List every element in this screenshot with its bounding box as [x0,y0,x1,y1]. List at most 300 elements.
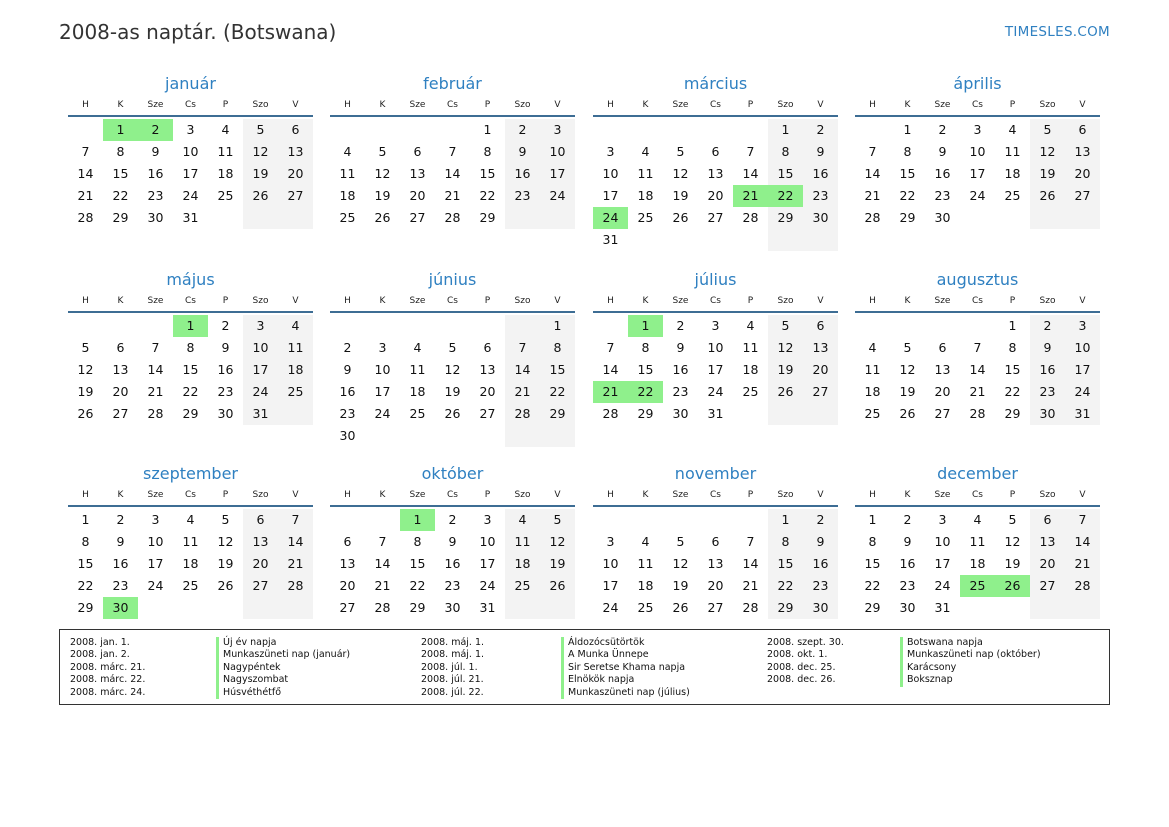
day-cell: 8 [413,534,422,549]
day-cell-empty [540,207,575,229]
holiday-name: Elnökök napja [561,674,690,686]
day-cell: 21 [505,381,540,403]
day-cell: 9 [938,144,947,159]
weekday-header [330,96,575,117]
day-cell-empty [435,315,470,337]
weekday-label: Szo [1039,490,1056,500]
day-cell: 11 [278,337,313,359]
day-cell: 9 [448,534,457,549]
day-cell: 11 [742,340,759,355]
day-cell: 1 [540,315,575,337]
weekday-label: Szo [252,100,269,110]
day-cell: 12 [672,556,689,571]
day-cell: 10 [479,534,496,549]
holiday-name: Munkaszüneti nap (január) [216,649,350,661]
day-cell: 24 [707,384,724,399]
weekday-label: V [554,296,561,306]
weekday-label: Sze [934,490,951,500]
weekday-label: Sze [934,100,951,110]
day-cell: 28 [742,210,759,225]
weekday-label: Cs [710,490,721,500]
month-block [330,462,575,619]
day-cell: 27 [803,381,838,403]
day-cell: 16 [934,166,951,181]
day-cell: 28 [444,210,461,225]
weekday-label: K [117,100,124,110]
day-cell: 21 [593,381,628,403]
day-cell: 27 [112,406,129,421]
day-cell: 14 [742,166,759,181]
day-cell: 19 [243,163,278,185]
month-name: december [937,464,1018,483]
day-cell: 16 [444,556,461,571]
day-cell: 3 [186,122,195,137]
day-cell-empty [278,207,313,229]
day-cell: 20 [479,384,496,399]
day-cell: 4 [746,318,755,333]
day-cell-empty [505,425,540,447]
day-cell-empty [890,315,925,337]
day-cell: 29 [479,210,496,225]
day-cell: 11 [1004,144,1021,159]
day-cell-empty [243,207,278,229]
day-cell: 10 [1065,337,1100,359]
day-cell-empty [663,119,698,141]
day-cell: 3 [973,122,982,137]
day-cell: 2 [938,122,947,137]
day-cell: 4 [413,340,422,355]
weekday-label: Szo [252,490,269,500]
day-cell: 14 [278,531,313,553]
day-cell-empty [628,509,663,531]
day-cell: 8 [868,534,877,549]
month-block [330,72,575,229]
weekday-label: P [747,490,754,500]
day-cell: 3 [1065,315,1100,337]
weekday-label: V [292,490,299,500]
day-cell: 10 [182,144,199,159]
day-cell: 3 [938,512,947,527]
weekday-label: H [344,100,351,110]
day-cell: 14 [147,362,164,377]
day-cell: 26 [77,406,94,421]
day-cell: 7 [378,534,387,549]
month-name: augusztus [936,270,1019,289]
day-cell: 22 [409,578,426,593]
day-cell: 26 [995,575,1030,597]
day-cell-empty [768,403,803,425]
day-cell: 8 [81,534,90,549]
day-cell: 28 [374,600,391,615]
holiday-name: A Munka Ünnepe [561,649,690,661]
day-cell-empty [593,119,628,141]
weekday-label: H [869,490,876,500]
weekday-label: V [292,100,299,110]
day-cell: 28 [864,210,881,225]
day-cell: 24 [374,406,391,421]
day-cell: 2 [116,512,125,527]
weekday-header [593,292,838,313]
weekday-label: H [344,296,351,306]
day-cell: 6 [343,534,352,549]
day-cell: 26 [1030,185,1065,207]
day-cell: 9 [1030,337,1065,359]
day-cell: 15 [864,556,881,571]
day-grid [593,507,838,619]
day-cell: 27 [278,185,313,207]
day-cell: 29 [182,406,199,421]
holiday-name: Áldozócsütörtök [561,637,690,649]
day-cell: 10 [540,141,575,163]
weekday-label: Sze [672,296,689,306]
day-cell: 6 [1065,119,1100,141]
day-cell: 5 [676,534,685,549]
holiday-dates-col-1 [70,637,145,699]
day-cell-empty [663,509,698,531]
day-cell: 25 [339,210,356,225]
day-cell: 23 [217,384,234,399]
day-cell: 25 [182,578,199,593]
day-cell: 17 [1065,359,1100,381]
weekday-label: H [82,490,89,500]
day-cell: 25 [505,575,540,597]
weekday-label: Cs [447,100,458,110]
day-cell: 7 [81,144,90,159]
day-cell: 3 [151,512,160,527]
day-cell: 22 [899,188,916,203]
weekday-label: P [484,100,491,110]
day-cell-empty [698,509,733,531]
weekday-label: V [292,296,299,306]
weekday-label: H [344,490,351,500]
day-cell: 14 [1065,531,1100,553]
brand-link[interactable]: TIMESLES.COM [1004,24,1110,40]
day-cell-empty [330,509,365,531]
month-name: november [674,464,757,483]
weekday-label: Szo [1039,100,1056,110]
day-cell: 7 [746,144,755,159]
day-cell: 5 [540,509,575,531]
day-cell: 21 [77,188,94,203]
weekday-header [68,96,313,117]
day-cell: 24 [147,578,164,593]
day-cell-empty [960,207,995,229]
day-cell: 20 [409,188,426,203]
day-cell: 18 [864,384,881,399]
day-cell: 7 [606,340,615,355]
day-cell: 10 [969,144,986,159]
day-cell: 30 [1030,403,1065,425]
day-cell-empty [925,315,960,337]
day-cell: 11 [339,166,356,181]
day-cell: 12 [1004,534,1021,549]
day-cell-empty [400,315,435,337]
day-cell: 9 [221,340,230,355]
weekday-label: Cs [710,100,721,110]
day-cell-empty [400,119,435,141]
day-cell-empty [733,403,768,425]
day-cell: 19 [540,553,575,575]
holiday-date: 2008. júl. 22. [421,686,484,698]
weekday-label: Szo [514,100,531,110]
day-cell: 21 [374,578,391,593]
weekday-label: Sze [672,100,689,110]
day-cell: 13 [707,166,724,181]
day-cell: 6 [413,144,422,159]
day-cell: 8 [186,340,195,355]
day-cell: 18 [217,166,234,181]
month-block [68,72,313,229]
day-cell: 29 [112,210,129,225]
weekday-label: Cs [447,296,458,306]
day-grid [330,507,575,619]
day-cell: 18 [182,556,199,571]
day-cell-empty [803,229,838,251]
weekday-header [855,292,1100,313]
weekday-label: P [222,490,229,500]
day-cell: 15 [182,362,199,377]
day-cell: 19 [217,556,234,571]
day-cell: 11 [182,534,199,549]
day-cell: 4 [221,122,230,137]
day-cell-empty [1030,207,1065,229]
holiday-date: 2008. márc. 22. [70,674,146,686]
day-cell: 31 [934,600,951,615]
day-cell: 26 [672,210,689,225]
day-cell-empty [103,315,138,337]
day-cell: 17 [602,578,619,593]
holiday-name: Karácsony [900,662,1041,674]
weekday-label: P [222,100,229,110]
day-cell: 2 [138,119,173,141]
weekday-label: Sze [409,490,426,500]
day-cell: 18 [409,384,426,399]
weekday-label: Szo [1039,296,1056,306]
weekday-label: P [747,296,754,306]
weekday-label: Cs [972,296,983,306]
month-block [855,462,1100,619]
holiday-dates-col-2 [421,637,484,699]
day-cell: 30 [147,210,164,225]
day-cell: 7 [505,337,540,359]
day-cell: 17 [374,384,391,399]
day-cell: 4 [278,315,313,337]
day-cell: 25 [278,381,313,403]
day-cell: 12 [374,166,391,181]
month-name: június [428,270,477,289]
day-cell-empty [995,597,1030,619]
day-cell: 24 [1065,381,1100,403]
day-cell: 13 [1030,531,1065,553]
weekday-label: K [379,100,386,110]
day-cell-empty [733,119,768,141]
day-cell: 1 [483,122,492,137]
day-cell: 18 [637,188,654,203]
day-cell: 1 [400,509,435,531]
month-block [593,268,838,425]
day-cell: 7 [448,144,457,159]
day-cell-empty [435,425,470,447]
holiday-date: 2008. dec. 25. [767,661,836,673]
weekday-label: H [607,100,614,110]
day-cell: 21 [147,384,164,399]
day-cell: 6 [483,340,492,355]
day-cell: 26 [217,578,234,593]
day-cell: 24 [243,381,278,403]
day-cell: 25 [217,188,234,203]
day-cell: 20 [243,553,278,575]
day-cell: 3 [243,315,278,337]
weekday-label: H [869,100,876,110]
month-name: szeptember [142,464,238,483]
month-name: május [166,270,215,289]
day-cell: 21 [1065,553,1100,575]
day-cell: 15 [1004,362,1021,377]
weekday-header [855,486,1100,507]
day-cell-empty [1065,207,1100,229]
day-cell-empty [628,229,663,251]
day-cell: 27 [707,600,724,615]
day-cell: 22 [628,381,663,403]
day-cell: 20 [1065,163,1100,185]
day-cell: 23 [803,185,838,207]
day-grid [68,117,313,229]
day-cell: 15 [637,362,654,377]
day-cell: 27 [243,575,278,597]
day-cell: 10 [147,534,164,549]
holiday-date: 2008. márc. 24. [70,686,146,698]
day-cell: 29 [768,207,803,229]
day-cell: 16 [899,556,916,571]
day-cell: 7 [746,534,755,549]
day-cell: 1 [868,512,877,527]
day-cell: 18 [505,553,540,575]
day-cell: 28 [147,406,164,421]
day-cell-empty [365,509,400,531]
day-cell-empty [470,315,505,337]
day-cell: 18 [1004,166,1021,181]
day-cell: 24 [479,578,496,593]
day-cell: 11 [637,556,654,571]
weekday-label: V [1079,490,1086,500]
day-cell: 2 [803,119,838,141]
day-cell: 5 [903,340,912,355]
holiday-list [59,629,1110,705]
day-cell: 15 [112,166,129,181]
day-cell: 21 [742,578,759,593]
day-cell: 22 [479,188,496,203]
weekday-label: K [117,490,124,500]
day-cell: 21 [733,185,768,207]
day-cell: 30 [103,597,138,619]
weekday-label: H [607,296,614,306]
day-cell: 15 [768,553,803,575]
day-cell: 9 [903,534,912,549]
day-cell: 10 [934,534,951,549]
day-cell: 21 [444,188,461,203]
month-name: február [423,74,482,93]
weekday-label: Szo [514,490,531,500]
day-cell: 24 [969,188,986,203]
day-cell: 31 [602,232,619,247]
day-cell: 6 [243,509,278,531]
day-cell: 19 [1004,556,1021,571]
day-cell: 16 [147,166,164,181]
day-cell: 17 [540,163,575,185]
day-cell: 24 [934,578,951,593]
day-cell: 10 [707,340,724,355]
holiday-date: 2008. máj. 1. [421,637,485,648]
day-cell: 26 [672,600,689,615]
day-cell: 16 [803,553,838,575]
holiday-name: Nagyszombat [216,674,350,686]
weekday-label: V [554,490,561,500]
weekday-label: Szo [514,296,531,306]
day-cell: 27 [339,600,356,615]
day-grid [330,313,575,447]
day-cell: 8 [768,531,803,553]
day-cell: 28 [969,406,986,421]
weekday-label: V [1079,296,1086,306]
day-cell: 21 [969,384,986,399]
day-cell: 8 [641,340,650,355]
day-cell: 17 [147,556,164,571]
day-cell: 12 [540,531,575,553]
weekday-label: K [642,296,649,306]
day-cell: 31 [707,406,724,421]
holiday-name: Új év napja [216,637,350,649]
holiday-date: 2008. máj. 1. [421,649,485,661]
day-cell: 9 [803,141,838,163]
day-grid [855,117,1100,229]
weekday-label: P [484,490,491,500]
weekday-label: Sze [934,296,951,306]
day-cell-empty [208,597,243,619]
day-cell-empty [68,119,103,141]
day-cell: 6 [1030,509,1065,531]
weekday-label: V [554,100,561,110]
holiday-name: Boksznap [900,674,1041,686]
day-cell: 4 [505,509,540,531]
day-cell: 30 [444,600,461,615]
day-cell-empty [173,597,208,619]
day-cell-empty [365,119,400,141]
day-cell: 23 [899,578,916,593]
day-cell: 9 [803,531,838,553]
day-cell: 14 [444,166,461,181]
day-cell: 7 [278,509,313,531]
weekday-label: Szo [777,100,794,110]
day-cell-empty [400,425,435,447]
day-cell: 17 [479,556,496,571]
day-cell: 25 [864,406,881,421]
weekday-label: Sze [409,296,426,306]
day-cell: 2 [448,512,457,527]
weekday-label: V [1079,100,1086,110]
day-cell: 14 [77,166,94,181]
day-cell: 4 [868,340,877,355]
day-cell: 4 [1008,122,1017,137]
day-cell-empty [365,315,400,337]
day-cell-empty [505,207,540,229]
day-cell: 25 [742,384,759,399]
day-cell-empty [138,315,173,337]
day-cell-empty [768,229,803,251]
day-cell: 25 [409,406,426,421]
day-cell: 1 [103,119,138,141]
weekday-label: V [817,100,824,110]
day-cell: 20 [1030,553,1065,575]
